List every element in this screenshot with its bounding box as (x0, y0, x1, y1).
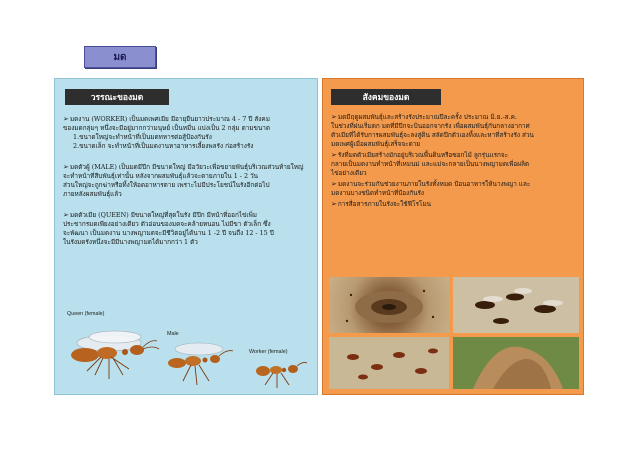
text-line: มดตัวผู้ (MALE) เป็นมดมีปีก มีขนาดใหญ่ มีอวัยวะเพื่อขยายพันธุ์บริเวณส่วนท้ายใหญ่ (69, 163, 304, 171)
slide-title: มด (84, 46, 156, 68)
society-paragraph (331, 151, 575, 178)
society-text (331, 113, 575, 215)
bullet-arrow-icon: ➢ (331, 151, 337, 159)
queen-ant-icon (65, 319, 163, 389)
ant-group-photo (329, 337, 449, 389)
society-paragraph (331, 200, 575, 209)
ant-photo-collage (329, 277, 579, 389)
text-line: ภายหลังผสมพันธุ์แล้ว (63, 190, 122, 198)
anthill-photo (329, 277, 449, 333)
society-panel (322, 78, 584, 395)
text-line: รังที่มดตัวเมียสร้างมักอยู่บริเวณพื้นดินหรือซอกไม้ ลูกรุ่นแรกจะ (337, 151, 509, 159)
text-line: มดตัวเมีย (QUEEN) มีขนาดใหญ่ที่สุดในรัง มีปีก มีหน้าที่ออกไข่เพิ่ม (69, 211, 258, 219)
queen-label: Queen (female) (67, 311, 105, 317)
bullet-arrow-icon: ➢ (63, 163, 69, 171)
text-line: ในช่วงที่ฝนเริ่มตก มดที่มีปีกจะบินออกจากรัง เพื่อผสมพันธุ์กันกลางอากาศ (331, 122, 530, 130)
society-paragraph (331, 180, 575, 198)
male-label: Male (167, 331, 179, 337)
society-paragraph (331, 113, 575, 149)
queen-paragraph (63, 211, 309, 247)
text-line: ไข่อย่างเดียว (331, 169, 367, 177)
bullet-arrow-icon: ➢ (331, 113, 337, 121)
society-header: สังคมของมด (331, 89, 441, 105)
mound-photo (453, 337, 579, 389)
text-line: ส่วนใหญ่จะถูกฆ่าหรือทิ้งให้อดอาหารตาย เพราะไม่มีประโยชน์ในรังอีกต่อไป (63, 181, 270, 189)
bullet-arrow-icon: ➢ (63, 211, 69, 219)
text-line: กลายเป็นมดงานทำหน้าที่เหมนม่ และแม่จะกลายเป็นนางพญามดเพื่อผลิต (331, 160, 530, 168)
worker-label: Worker (female) (249, 349, 288, 355)
text-line: 1.ขนาดใหญ่จะทำหน้าที่เป็นมดทหารต่อสู้ป้องกันรัง (73, 133, 212, 141)
text-line: มดมีฤดูผสมพันธุ์และสร้างรังประมาณปีละครั้ง ประมาณ มิ.ย.-ส.ค. (337, 113, 517, 121)
text-line: ประชากรมดเพียงอย่างเดียว ตัวอ่อนของมดจะคล้ายหนอน ไม่มีขา ตัวเล็ก ซึ่ง (63, 220, 271, 228)
winged-ants-photo (453, 277, 579, 333)
text-line: จะพัฒนา เป็นมดงาน นางพญามดจะมีชีวิตอยู่ได้นาน 1 -2 ปี จนถึง 12 - 15 ปี (63, 229, 274, 237)
text-line: มดงานจะร่วมกันช่วยงานภายในรังทั้งหมด ป้อนอาหารให้นางพญา และ (337, 180, 531, 188)
ant-castes-diagram (63, 307, 311, 392)
castes-text (63, 115, 309, 253)
text-line: ในรังมดรังหนึ่งจะมีมีนางพญามดได้มากกว่า 1 ตัว (63, 238, 198, 246)
text-line: การสื่อสารภายในรังจะใช้ฟีโรโมน (337, 200, 432, 208)
castes-header: วรรณะของมด (65, 89, 169, 105)
bullet-arrow-icon: ➢ (331, 200, 337, 208)
bullet-arrow-icon: ➢ (63, 115, 69, 123)
text-line: ของมดกลุ่มๆ หนึ่งจะมีอยู่มากกว่ามนุษย์ เป็นหมื่น แบ่งเป็น 2 กลุ่ม ตามขนาด (63, 124, 271, 132)
text-line: จะทำหน้าที่สืบพันธุ์เท่านั้น หลังจากผสมพันธุ์แล้วจะตายภายใน 1 - 2 วัน (63, 172, 259, 180)
castes-panel (54, 78, 318, 395)
text-line: มดงานบางชนิดทำหน้าที่ป้องกันรัง (331, 189, 425, 197)
text-line: 2.ขนาดเล็ก จะทำหน้าที่เป็นมดงานหาอาหารเลี้ยงพลรัง ก่อสร้างรัง (73, 142, 254, 150)
male-ant-icon (163, 337, 243, 392)
text-line: มดงาน (WORKER) เป็นมดเพศเมีย มีอายุยืนยาวประมาณ 4 - 7 ปี สังคม (69, 115, 270, 123)
text-line: ตัวเมียที่ได้รับการผสมพันธุ์จะลงสู่ดิน สลัดปีกตัวเองทิ้งและหาที่สร้างรัง ส่วน (331, 131, 534, 139)
male-paragraph (63, 163, 309, 199)
worker-ant-icon (249, 355, 309, 391)
bullet-arrow-icon: ➢ (331, 180, 337, 188)
worker-paragraph (63, 115, 309, 151)
text-line: มดเพศผู้เมื่อผสมพันธุ์เสร็จจะตาย (331, 140, 421, 148)
